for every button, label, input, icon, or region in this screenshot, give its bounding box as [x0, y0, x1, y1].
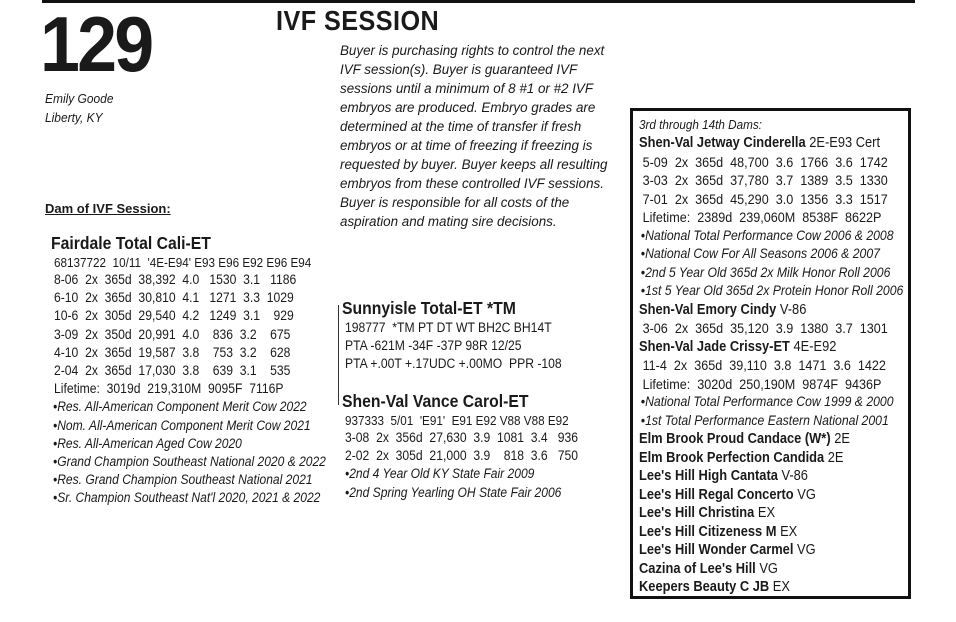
ancestor-name: Lee's Hill Citizeness M [639, 523, 777, 540]
lactation-record: 10-6 2x 305d 29,540 4.2 1249 3.1 929 [54, 308, 294, 324]
ancestor-class: EX [780, 523, 798, 540]
ancestor-class: EX [757, 505, 776, 521]
honor-item: •National Total Performance Cow 1999 & 2000 [640, 394, 894, 409]
granddam-block [342, 390, 604, 502]
honor-item: •Grand Champion Southeast National 2020 & 2022 [53, 454, 326, 470]
dam-heading: Dam of IVF Session: [45, 201, 171, 216]
ancestor-entry [639, 301, 903, 320]
top-rule [42, 0, 915, 3]
honor-item: •2nd 5 Year Old 365d 2x Milk Honor Roll 2006 [640, 264, 891, 280]
ancestor-name: Elm Brook Proud Candace (W*) [639, 431, 831, 447]
lactation-record: 3-09 2x 350d 20,991 4.0 836 3.2 675 [54, 326, 291, 342]
ancestor-entry [639, 523, 903, 542]
ancestor-entry [639, 338, 903, 357]
lactation-record: 11-4 2x 365d 39,110 3.8 1471 3.6 1422 [642, 357, 886, 373]
ancestor-name: Elm Brook Perfection Candida [639, 449, 825, 466]
ancestry-heading: 3rd through 14th Dams: [639, 117, 762, 132]
sire-info-line: 198777 *TM PT DT WT BH2C BH14T [345, 320, 552, 335]
sire-bracket [338, 305, 339, 405]
consignor [45, 89, 119, 127]
lot-number: 129 [40, 0, 152, 88]
sire-info-line: PTA +.00T +.17UDC +.00MO PPR -108 [345, 356, 562, 372]
ancestor-class: V-86 [781, 468, 808, 484]
ancestor-entry [639, 504, 903, 523]
granddam-name: Shen-Val Vance Carol-ET [342, 391, 529, 411]
ancestor-entry [639, 430, 903, 449]
dam-name: Fairdale Total Cali-ET [51, 233, 211, 253]
ancestor-name: Keepers Beauty C JB [639, 579, 770, 595]
ancestor-entry [639, 486, 903, 505]
ancestor-name: Shen-Val Jade Crissy-ET [639, 338, 790, 355]
ancestor-entry [639, 541, 903, 560]
ancestor-class: VG [759, 560, 778, 577]
ancestor-class: 2E [834, 431, 850, 447]
lactation-record: 7-01 2x 365d 45,290 3.0 1356 3.3 1517 [642, 190, 888, 207]
consignor-name: Emily Goode [45, 91, 114, 106]
ancestor-entry [639, 449, 903, 468]
ancestor-class: VG [797, 486, 816, 503]
dam-records [54, 271, 356, 398]
ancestor-class: V-86 [779, 301, 807, 318]
ancestor-entry [639, 578, 903, 597]
ancestor-entry [639, 467, 903, 486]
sire-info-line: PTA -621M -34F -37P 98R 12/25 [345, 338, 522, 354]
lactation-record: 8-06 2x 365d 38,392 4.0 1530 3.1 1186 [54, 272, 297, 287]
ancestor-entry [639, 134, 903, 153]
lactation-record: 5-09 2x 365d 48,700 3.6 1766 3.6 1742 [642, 153, 888, 170]
honor-item: •1st 5 Year Old 365d 2x Protein Honor Roll 2006 [640, 283, 904, 298]
honor-item: •Res. Grand Champion Southeast National 2021 [53, 472, 313, 488]
honor-item: •Sr. Champion Southeast Nat'l 2020, 2021 & 2022 [53, 490, 321, 506]
honor-item: •2nd Spring Yearling OH State Fair 2006 [345, 484, 562, 500]
honor-item: •1st Total Performance Eastern National 2001 [640, 412, 889, 428]
lactation-record: 3-08 2x 356d 27,630 3.9 1081 3.4 936 [345, 430, 579, 445]
lactation-record: 2-04 2x 365d 17,030 3.8 639 3.1 535 [54, 363, 291, 379]
ancestor-name: Lee's Hill Regal Concerto [639, 486, 794, 503]
consignor-location: Liberty, KY [45, 110, 103, 125]
ancestor-class: 2E-E93 Cert [809, 135, 881, 151]
ancestor-class: 4E-E92 [793, 338, 837, 355]
ancestor-name: Cazina of Lee's Hill [639, 560, 756, 577]
lactation-record: 3-06 2x 365d 35,120 3.9 1380 3.7 1301 [642, 320, 888, 336]
session-description [340, 41, 625, 231]
honor-item: •Res. All-American Aged Cow 2020 [53, 435, 242, 451]
description-paragraph: Buyer is purchasing rights to control the next IVF session(s). Buyer is guaranteed IVF sessions until a minimum of 8 #1 or #2 IVF embryos are produced. Embryo grades are determined at the time of transfer if fresh embryos or at time of freezing if freezing is requested by buyer. Buyer keeps all resulting embryos from these controlled IVF sessions. [340, 43, 608, 191]
honor-item: •National Total Performance Cow 2006 & 2008 [640, 227, 894, 243]
dam-registration: 68137722 10/11 '4E-E94' E93 E96 E92 E96 E94 [54, 255, 312, 270]
sire-name: Sunnyisle Total-ET *TM [342, 298, 516, 318]
lactation-record: 2-02 2x 305d 21,000 3.9 818 3.6 750 [345, 448, 579, 464]
ancestor-name: Shen-Val Emory Cindy [639, 301, 777, 318]
ancestor-name: Shen-Val Jetway Cinderella [639, 135, 806, 151]
ancestor-name: Lee's Hill Christina [639, 505, 755, 521]
lactation-record: 6-10 2x 365d 30,810 4.1 1271 3.3 1029 [54, 290, 294, 306]
lifetime-record: Lifetime: 3019d 219,310M 9095F 7116P [54, 381, 284, 397]
dam-block [51, 232, 356, 508]
lactation-record: 4-10 2x 365d 19,587 3.8 753 3.2 628 [54, 344, 291, 360]
ancestor-class: 2E [827, 449, 844, 466]
lactation-record: 3-03 2x 365d 37,780 3.7 1389 3.5 1330 [642, 172, 888, 188]
dam-honors [53, 398, 356, 507]
honor-item: •National Cow For All Seasons 2006 & 2007 [640, 246, 880, 261]
honor-item: •2nd 4 Year Old KY State Fair 2009 [345, 466, 535, 482]
ancestor-entry [639, 560, 903, 579]
ancestor-class: EX [772, 579, 790, 595]
ancestor-name: Lee's Hill Wonder Carmel [639, 542, 794, 558]
granddam-registration: 937333 5/01 'E91' E91 E92 V88 V88 E92 [345, 413, 569, 428]
ancestor-name: Lee's Hill High Cantata [639, 468, 778, 484]
honor-item: •Res. All-American Component Merit Cow 2022 [53, 399, 307, 415]
lifetime-record: Lifetime: 2389d 239,060M 8538F 8622P [642, 209, 882, 225]
ancestry-box [630, 108, 911, 599]
description-paragraph: Buyer is responsible for all costs of the aspiration and mating sire decisions. [340, 195, 570, 229]
sire-block [342, 297, 586, 374]
ancestor-class: VG [797, 542, 816, 558]
honor-item: •Nom. All-American Component Merit Cow 2021 [53, 417, 311, 433]
lifetime-record: Lifetime: 3020d 250,190M 9874F 9436P [642, 375, 882, 392]
page-title: IVF SESSION [276, 5, 440, 36]
